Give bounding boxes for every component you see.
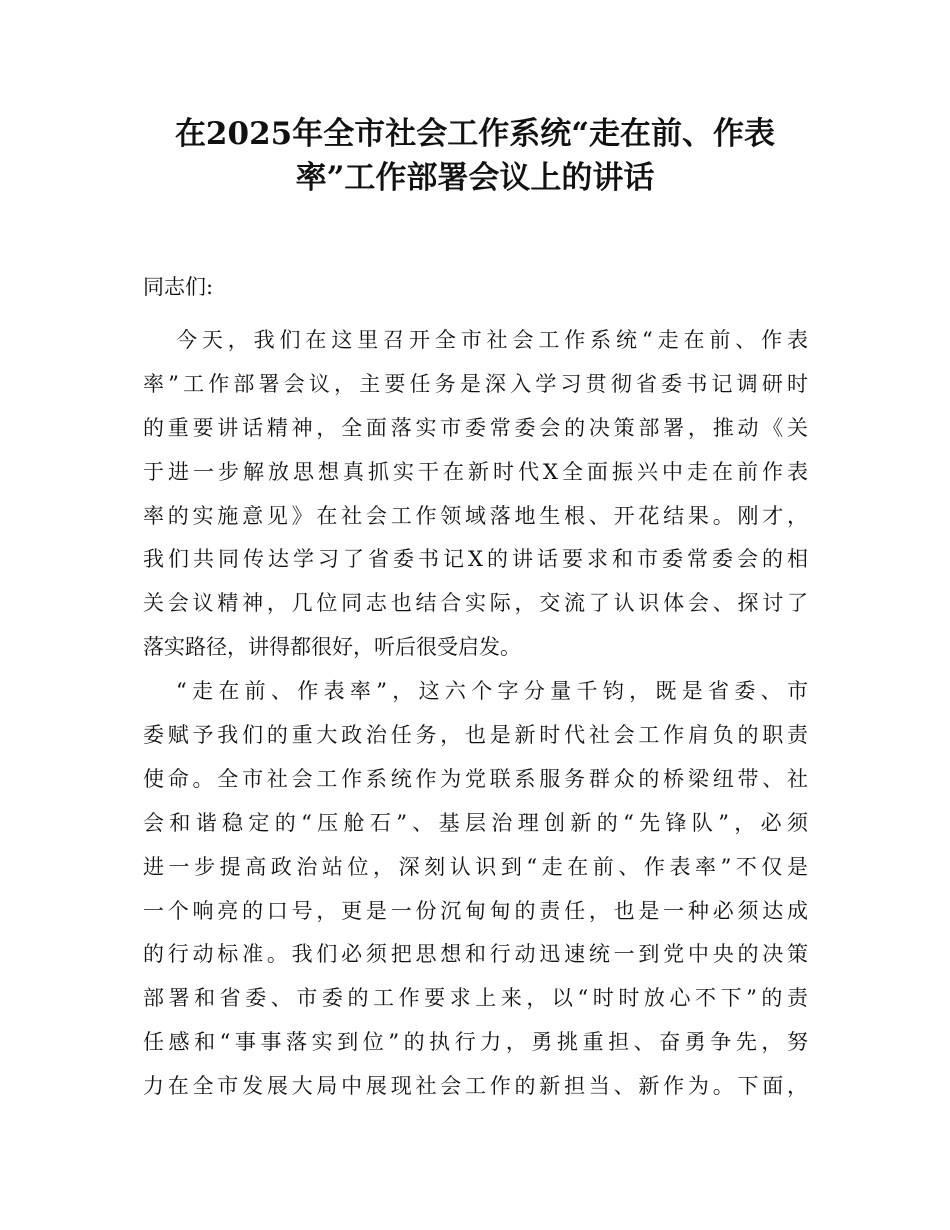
text-line: 委赋予我们的重大政治任务，也是新时代社会工作肩负的职责: [143, 723, 808, 748]
text-line: 今天，我们在这里召开全市社会工作系统“走在前、作表: [176, 328, 808, 352]
text-line: 的重要讲话精神，全面落实市委常委会的决策部署，推动《关: [143, 415, 808, 440]
text-line: 的行动标准。我们必须把思想和行动迅速统一到党中央的决策: [143, 942, 808, 967]
salutation: 同志们:: [143, 275, 214, 299]
text-line: 落实路径，讲得都很好，听后很受启发。: [143, 635, 521, 660]
text-line: 部署和省委、市委的工作要求上来，以“时时放心不下”的责: [143, 986, 808, 1011]
title-line: 在2025年全市社会工作系统“走在前、作表: [174, 116, 776, 152]
text-line: 于进一步解放思想真抓实干在新时代X全面振兴中走在前作表: [143, 459, 808, 484]
text-line: 关会议精神，几位同志也结合实际，交流了认识体会、探讨了: [143, 591, 808, 616]
text-line: “走在前、作表率”，这六个字分量千钧，既是省委、市: [176, 679, 808, 704]
text-line: 率的实施意见》在社会工作领域落地生根、开花结果。刚才，: [143, 503, 808, 528]
text-line: 任感和“事事落实到位”的执行力，勇挑重担、奋勇争先，努: [143, 1030, 808, 1055]
text-line: 我们共同传达学习了省委书记X的讲话要求和市委常委会的相: [143, 547, 808, 572]
text-line: 会和谐稳定的“压舱石”、基层治理创新的“先锋队”，必须: [143, 810, 808, 835]
text-line: 力在全市发展大局中展现社会工作的新担当、新作为。下面，: [143, 1074, 808, 1099]
text-line: 进一步提高政治站位，深刻认识到“走在前、作表率”不仅是: [143, 854, 808, 879]
text-line: 使命。全市社会工作系统作为党联系服务群众的桥梁纽带、社: [143, 766, 808, 791]
text-line: 一个响亮的口号，更是一份沉甸甸的责任，也是一种必须达成: [143, 898, 808, 923]
paragraph: [143, 673, 808, 1112]
document-title: [100, 112, 850, 200]
title-line: 率”工作部署会议上的讲话: [295, 160, 655, 196]
paragraph: [143, 322, 808, 673]
text-line: 率”工作部署会议，主要任务是深入学习贯彻省委书记调研时: [143, 371, 808, 396]
document-body: [143, 322, 808, 1112]
